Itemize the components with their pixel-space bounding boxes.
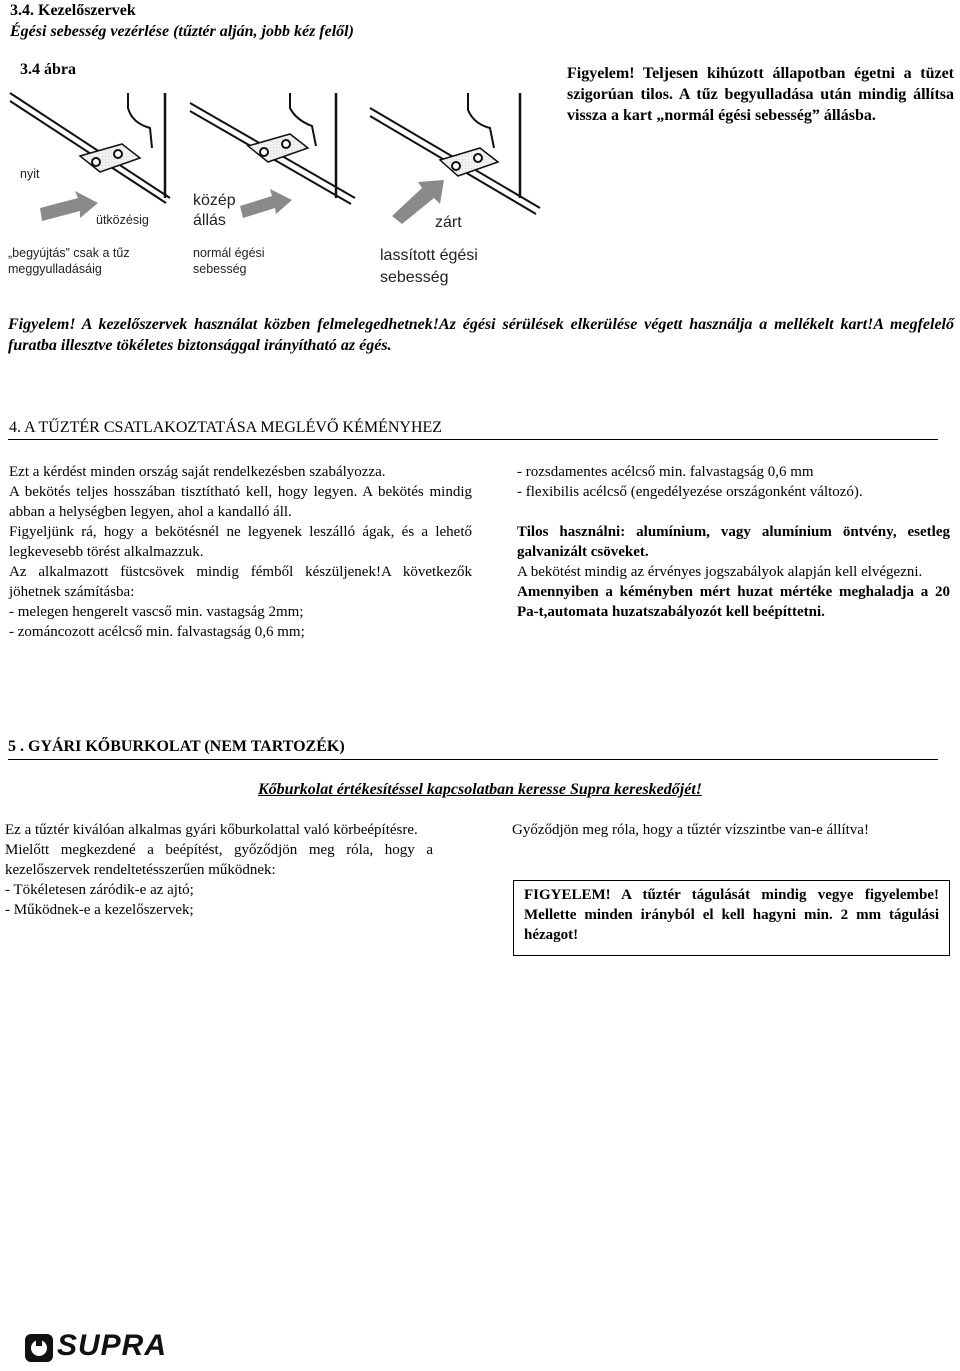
paragraph: Ezt a kérdést minden ország saját rendelkezésben szabályozza. [9,464,386,480]
warning-top: Figyelem! Teljesen kihúzott állapotban égetni a tüzet szigorúan tilos. A tűz begyulladása után mindig állítsa vissza a kart „normál égési sebesség” állásba. [567,65,954,124]
paragraph: Az alkalmazott füstcsövek mindig fémből készüljenek!A következők jöhetnek számításba: [9,564,472,600]
section-subtitle: Égési sebesség vezérlése (tűztér alján, jobb kéz felől) [10,23,354,40]
warning-text: FIGYELEM! A tűztér tágulását mindig vegye figyelembe! Mellette minden irányból el kell hagyni min. 2 mm tágulási hézagot! [524,887,939,943]
paragraph: Figyeljünk rá, hogy a bekötésnél ne legyenek leszálló ágak, és a lehető legkevesebb törést alkalmazzuk. [9,524,472,560]
panel-open [10,93,170,203]
label-lassitott-2: sebesség [380,269,449,286]
label-begyujtas-2: meggyulladásáig [8,262,102,276]
label-begyujtas: „begyújtás” csak a tűz [8,246,130,260]
list-item: - Tökéletesen záródik-e az ajtó; [5,882,194,898]
section4-left [9,462,472,642]
expansion-warning-box [513,880,950,956]
section5-right: Győződjön meg róla, hogy a tűztér vízszintbe van-e állítva! [512,822,869,838]
divider [8,759,938,760]
supra-logo [24,1331,194,1367]
section4-right [517,462,950,622]
label-kozep: közép [193,192,236,209]
paragraph: Ez a tűztér kiválóan alkalmas gyári kőburkolattal való körbeépítésre. [5,822,418,838]
control-figure [0,48,552,298]
bold-warning: Tilos használni: alumínium, vagy alumínium öntvény, esetleg galvanizált csöveket. [517,524,950,560]
note-text: Kőburkolat értékesítéssel kapcsolatban keresse Supra kereskedőjét! [258,781,702,798]
list-item: - Működnek-e a kezelőszervek; [5,902,194,918]
paragraph: Mielőtt megkezdené a beépítést, győződjön meg róla, hogy a kezelőszervek rendeltetésszerűen működnek: [5,842,433,878]
arrow-left-icon [240,189,292,218]
label-allas: állás [193,212,226,229]
label-lassitott: lassított égési [380,247,478,264]
label-nyit: nyit [20,167,40,181]
stone-cladding-note [0,779,960,800]
section-title: 3.4. Kezelőszervek [10,2,136,19]
label-normal-2: sebesség [193,262,247,276]
bold-warning: Amennyiben a kéményben mért huzat mértéke meghaladja a 20 Pa-t,automata huzatszabályozót kell beépíttetni. [517,584,950,620]
divider [8,439,938,440]
warning-hot: Figyelem! A kezelőszervek használat közben felmelegedhetnek!Az égési sérülések elkerülése végett használja a mellékelt kart!A megfelelő furatba illesztve tökéletes biztonsággal irányítható az égés. [8,316,954,354]
panel-closed [370,93,540,214]
paragraph: A bekötést mindig az érvényes jogszabályok alapján kell elvégezni. [517,564,923,580]
logo-text: SUPRA [57,1329,168,1362]
section5-heading: 5 . GYÁRI KŐBURKOLAT (NEM TARTOZÉK) [8,738,345,755]
label-zart: zárt [435,214,462,231]
section5-left [5,820,433,920]
arrow-left-icon [40,191,98,221]
figure-label: 3.4 ábra [20,61,76,78]
paragraph: - melegen hengerelt vascső min. vastagság 2mm; [9,604,304,620]
label-utkozesig: ütközésig [96,213,149,227]
label-normal: normál égési [193,246,265,260]
logo-mark-icon [24,1333,54,1363]
panel-middle [190,93,355,204]
paragraph: A bekötés teljes hosszában tisztítható kell, hogy legyen. A bekötés mindig abban a helységben legyen, ahol a kandalló áll. [9,484,472,520]
section4-heading: 4. A TŰZTÉR CSATLAKOZTATÁSA MEGLÉVŐ KÉMÉNYHEZ [9,419,443,436]
list-item: - flexibilis acélcső (engedélyezése országonként változó). [517,484,863,500]
list-item: - rozsdamentes acélcső min. falvastagság 0,6 mm [517,464,814,480]
paragraph: - zománcozott acélcső min. falvastagság 0,6 mm; [9,624,305,640]
